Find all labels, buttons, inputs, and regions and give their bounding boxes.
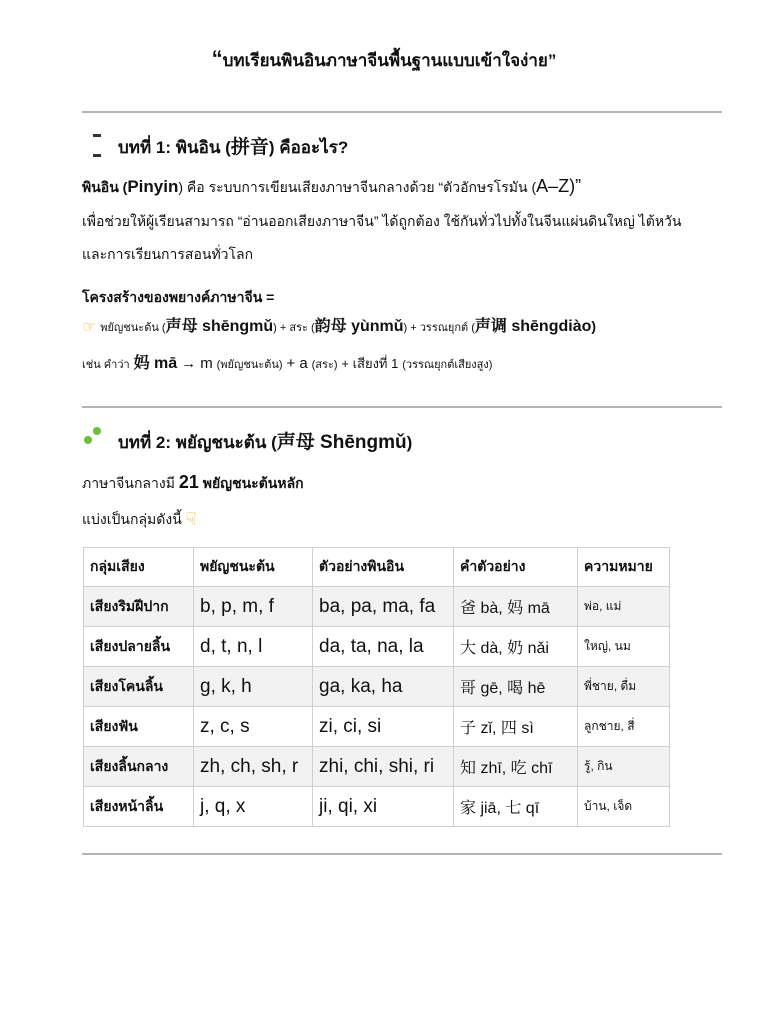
section2-title-end: ) xyxy=(406,433,413,452)
table-cell: เสียงลิ้นกลาง xyxy=(84,747,194,787)
table-header: ตัวอย่างพินอิน xyxy=(313,548,454,587)
example-part: เช่น คำว่า xyxy=(82,359,130,371)
hand-pointing-right-icon: ☞ xyxy=(82,319,97,336)
table-cell: บ้าน, เจ็ด xyxy=(578,787,670,827)
lantern-icon xyxy=(86,136,108,158)
table-row xyxy=(84,627,670,667)
structure-part: ) + วรรณยุกต์ ( xyxy=(403,322,475,334)
count-label: พยัญชนะต้นหลัก xyxy=(202,475,304,491)
table-row xyxy=(84,707,670,747)
example-part: + เสียงที่ 1 xyxy=(341,356,399,371)
structure-part: พยัญชนะต้น ( xyxy=(100,322,166,334)
section2-title: พยัญชนะต้น ( xyxy=(175,433,277,452)
section1-title: พินอิน ( xyxy=(175,138,231,157)
table-cell: พี่ชาย, ดื่ม xyxy=(578,667,670,707)
example-part: + a xyxy=(286,355,308,372)
table-cell: ใหญ่, นม xyxy=(578,627,670,667)
table-cell: zi, ci, si xyxy=(313,707,454,747)
table-row xyxy=(84,587,670,627)
table-cell: ลูกชาย, สี่ xyxy=(578,707,670,747)
structure-line xyxy=(82,313,596,337)
divider xyxy=(82,406,722,408)
table-cell: 子 zǐ, 四 sì xyxy=(454,707,578,747)
table-cell: g, k, h xyxy=(194,667,313,707)
count-text: ภาษาจีนกลางมี xyxy=(82,475,175,491)
table-header: ความหมาย xyxy=(578,548,670,587)
structure-part: ) + สระ ( xyxy=(273,322,315,334)
table-cell: ji, qi, xi xyxy=(313,787,454,827)
divider xyxy=(82,111,722,113)
example-part: → m xyxy=(181,355,213,372)
structure-label: โครงสร้างของพยางค์ภาษาจีน = xyxy=(82,289,275,305)
section1-title-cn: 拼音 xyxy=(230,137,269,158)
structure-part: ) xyxy=(591,318,597,334)
table-cell: b, p, m, f xyxy=(194,587,313,627)
intro-line-1 xyxy=(82,176,581,199)
table-cell: 大 dà, 奶 nǎi xyxy=(454,627,578,667)
intro-term: พินอิน ( xyxy=(82,179,128,195)
example-part: (พยัญชนะต้น) xyxy=(216,359,283,371)
section2-number: บทที่ 2: xyxy=(118,433,172,452)
section2-heading xyxy=(86,427,412,456)
title-open-quote: “ xyxy=(211,46,223,71)
table-cell: 知 zhī, 吃 chī xyxy=(454,747,578,787)
intro-line-2: เพื่อช่วยให้ผู้เรียนสามารถ “อ่านออกเสียงภาษาจีน” ได้ถูกต้อง ใช้กันทั่วไปทั้งในจีนแผ่นดินใหญ่ ไต้หวัน xyxy=(82,213,682,229)
table-row xyxy=(84,667,670,707)
intro-def-start: ) คือ ระบบการเขียนเสียงภาษาจีนกลางด้วย “ตัวอักษรโรมัน ( xyxy=(178,179,537,195)
section2-title-cn: 声母 Shēngmǔ xyxy=(276,432,407,453)
title-text: บทเรียนพินอินภาษาจีนพื้นฐานแบบเข้าใจง่าย xyxy=(222,51,548,70)
example-line xyxy=(82,350,492,374)
table-cell: ga, ka, ha xyxy=(313,667,454,707)
divider xyxy=(82,853,722,855)
table-cell: j, q, x xyxy=(194,787,313,827)
title-close-quote: ” xyxy=(547,51,557,70)
section1-number: บทที่ 1: xyxy=(118,138,172,157)
consonant-table xyxy=(83,547,670,827)
table-cell: z, c, s xyxy=(194,707,313,747)
consonant-count-line xyxy=(82,472,304,495)
table-cell: เสียงโคนลิ้น xyxy=(84,667,194,707)
table-header-row xyxy=(84,548,670,587)
table-header: พยัญชนะต้น xyxy=(194,548,313,587)
table-cell: รู้, กิน xyxy=(578,747,670,787)
example-part: (วรรณยุกต์เสียงสูง) xyxy=(402,359,493,371)
intro-line-3: และการเรียนการสอนทั่วโลก xyxy=(82,246,254,262)
example-part: (สระ) xyxy=(311,359,338,371)
section1-title-end: ) คืออะไร? xyxy=(268,138,349,157)
table-cell: 哥 gē, 喝 hē xyxy=(454,667,578,707)
table-header: คำตัวอย่าง xyxy=(454,548,578,587)
table-cell: เสียงริมฝีปาก xyxy=(84,587,194,627)
hand-pointing-down-icon: ☟ xyxy=(185,509,197,529)
table-row xyxy=(84,787,670,827)
table-cell: พ่อ, แม่ xyxy=(578,587,670,627)
page-title xyxy=(0,46,768,74)
structure-term: 韵母 yùnmǔ xyxy=(314,318,404,335)
table-cell: zhi, chi, shi, ri xyxy=(313,747,454,787)
structure-term: 声调 shēngdiào xyxy=(474,318,592,335)
table-cell: 家 jiā, 七 qī xyxy=(454,787,578,827)
table-cell: ba, pa, ma, fa xyxy=(313,587,454,627)
table-cell: เสียงปลายลิ้น xyxy=(84,627,194,667)
group-line xyxy=(82,509,197,531)
table-row xyxy=(84,747,670,787)
count-number: 21 xyxy=(178,472,199,492)
section1-heading xyxy=(86,132,348,161)
table-cell: 爸 bà, 妈 mā xyxy=(454,587,578,627)
table-cell: เสียงฟัน xyxy=(84,707,194,747)
intro-def-end: A–Z)” xyxy=(536,176,582,196)
table-cell: เสียงหน้าลิ้น xyxy=(84,787,194,827)
intro-term-latin: Pinyin xyxy=(127,177,179,196)
group-text: แบ่งเป็นกลุ่มดังนี้ xyxy=(82,511,182,527)
table-cell: d, t, n, l xyxy=(194,627,313,667)
table-cell: da, ta, na, la xyxy=(313,627,454,667)
structure-term: 声母 shēngmǔ xyxy=(165,318,274,335)
table-cell: zh, ch, sh, r xyxy=(194,747,313,787)
puzzle-icon xyxy=(86,431,108,453)
table-header: กลุ่มเสียง xyxy=(84,548,194,587)
example-term: 妈 mā xyxy=(133,355,178,372)
